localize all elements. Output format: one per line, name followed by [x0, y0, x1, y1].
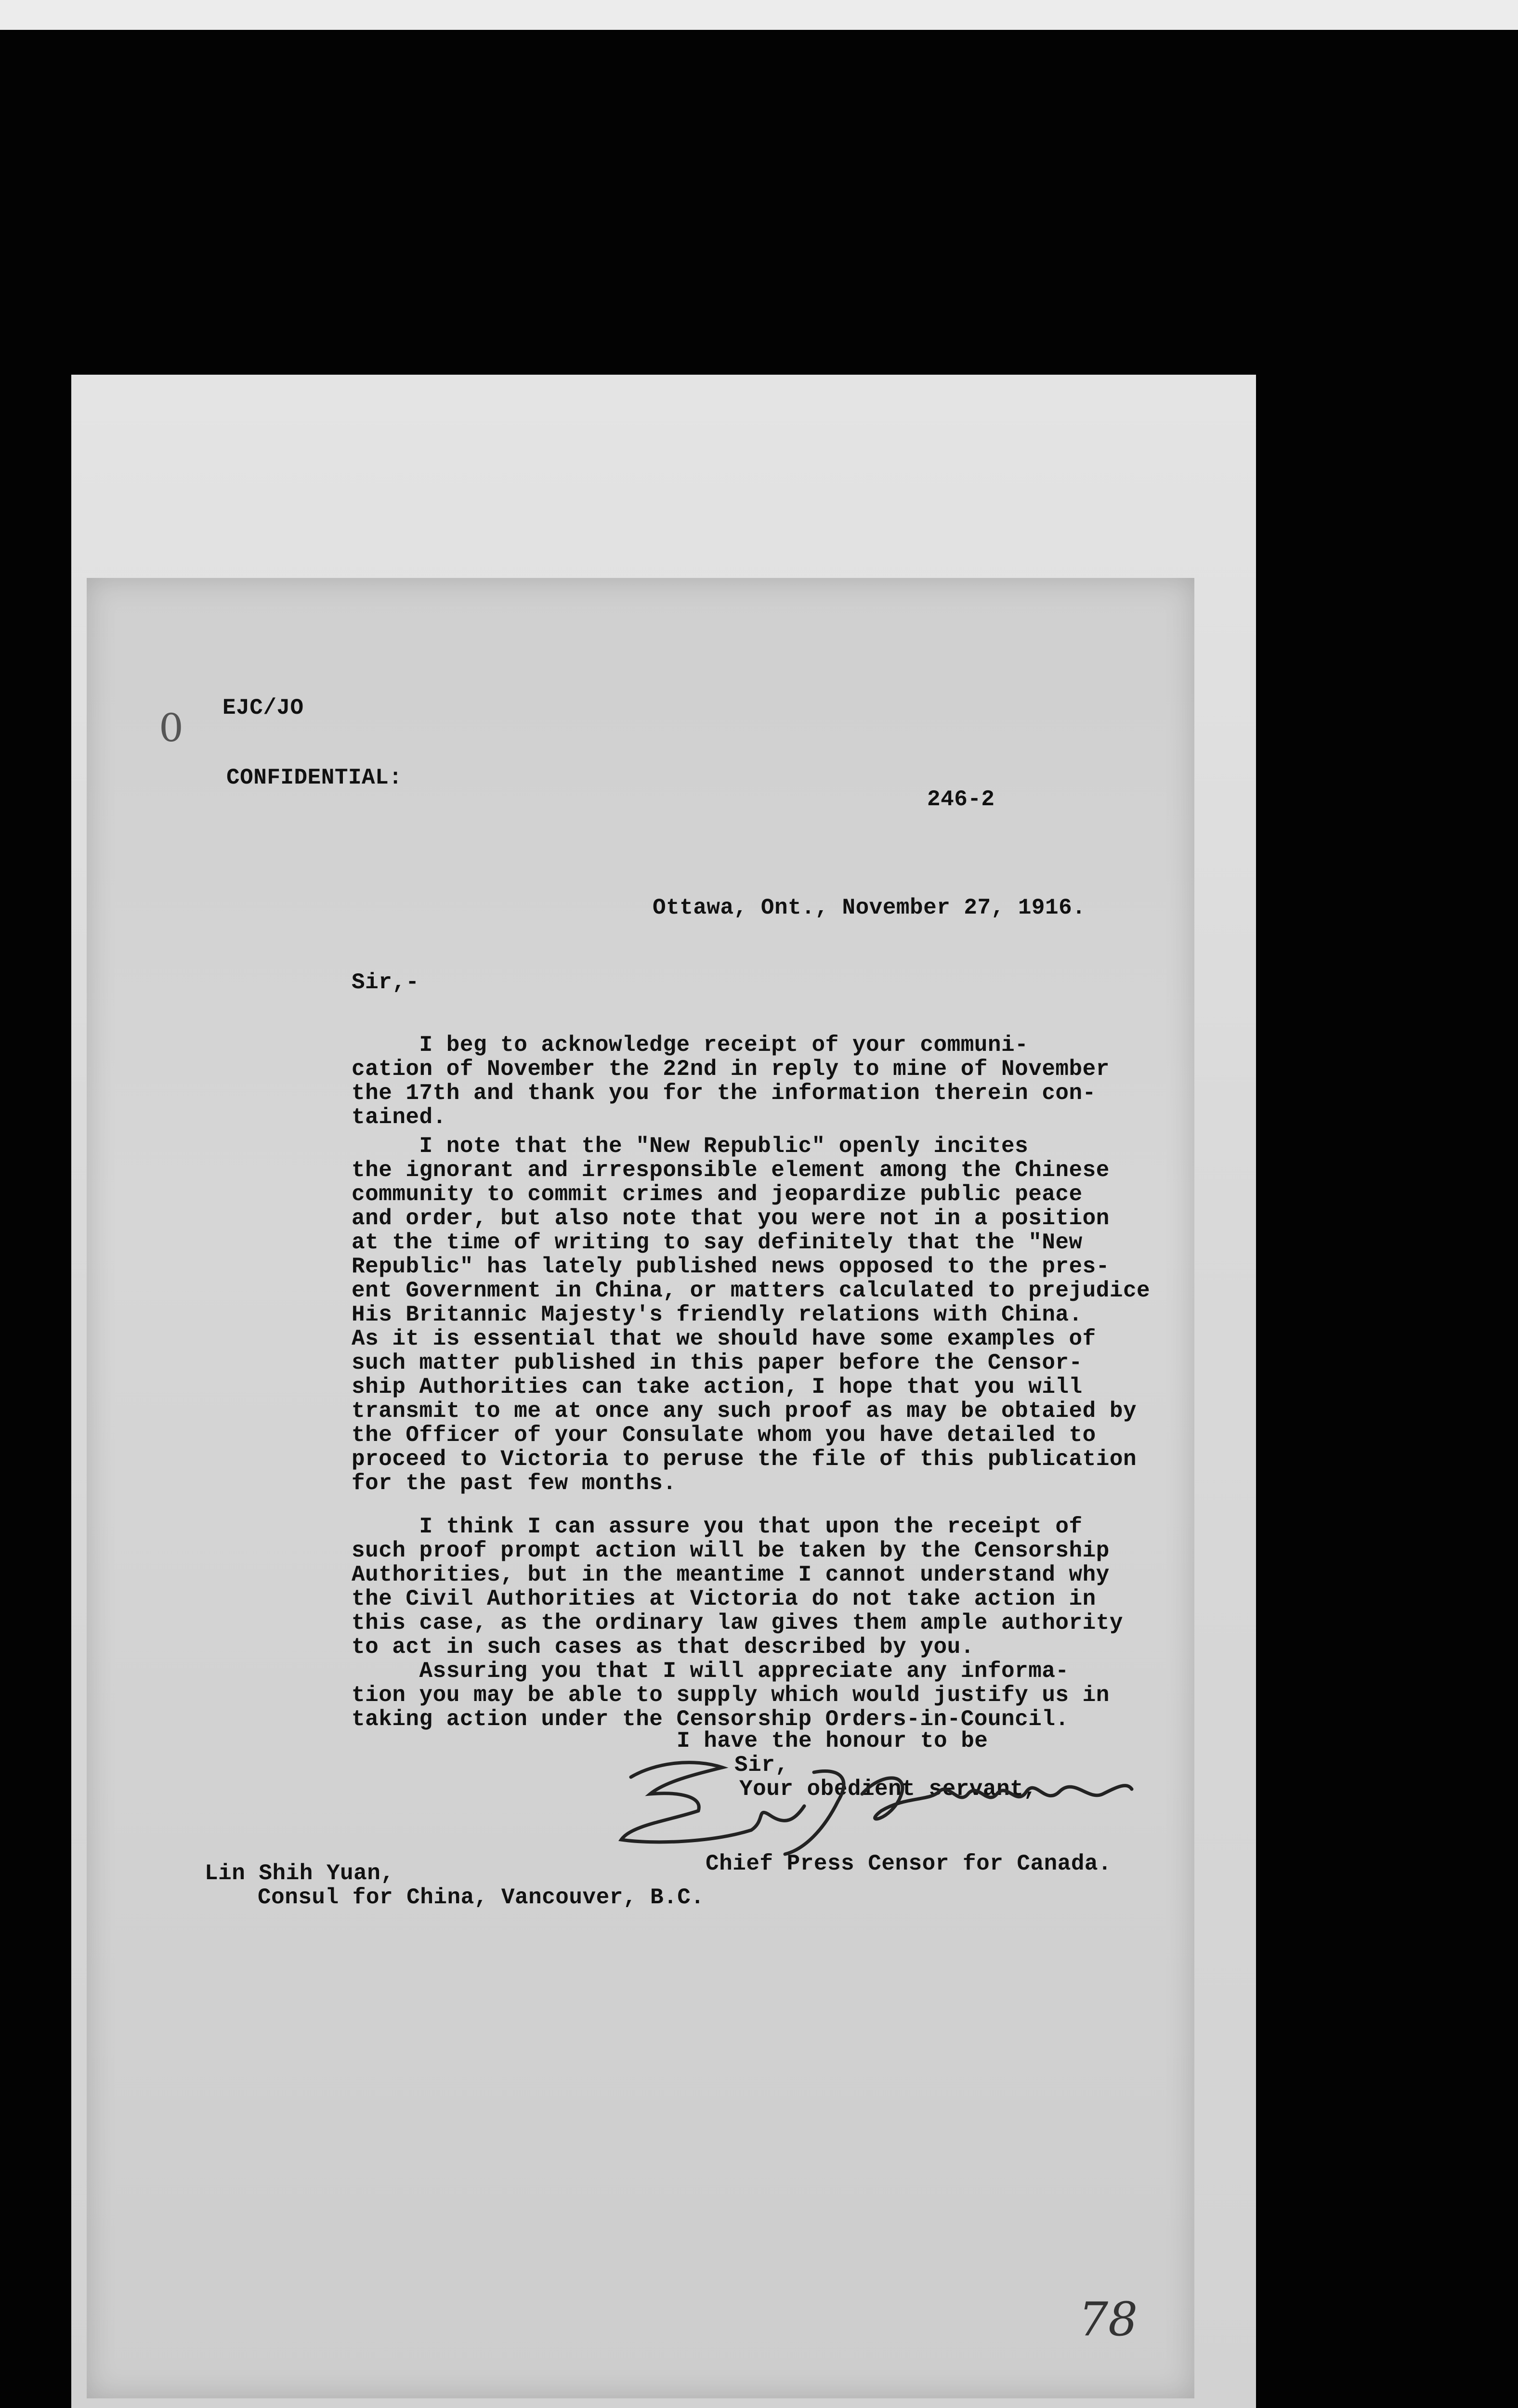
- body-line: cation of November the 22nd in reply to mine of November: [352, 1057, 1110, 1082]
- body-line: to act in such cases as that described by you.: [352, 1635, 974, 1660]
- salutation: Sir,-: [352, 970, 419, 995]
- body-line: I beg to acknowledge receipt of your communi-: [352, 1033, 1029, 1058]
- body-line: the Civil Authorities at Victoria do not take action in: [352, 1586, 1096, 1611]
- body-line: Assuring you that I will appreciate any informa-: [352, 1659, 1069, 1684]
- film-top-strip: [0, 0, 1518, 30]
- body-line: community to commit crimes and jeopardize public peace: [352, 1182, 1083, 1207]
- body-line: tion you may be able to supply which would justify us in: [352, 1683, 1110, 1708]
- body-line: the ignorant and irresponsible element among the Chinese: [352, 1158, 1110, 1183]
- hole-mark: 0: [159, 706, 183, 750]
- body-line: I think I can assure you that upon the receipt of: [352, 1514, 1083, 1539]
- closing-line-1: I have the honour to be: [677, 1728, 988, 1754]
- body-line: the 17th and thank you for the information therein con-: [352, 1081, 1096, 1106]
- place-date: Ottawa, Ont., November 27, 1916.: [653, 895, 1086, 920]
- body-line: transmit to me at once any such proof as may be obtaied by: [352, 1399, 1137, 1424]
- body-line: Republic" has lately published news opposed to the pres-: [352, 1254, 1110, 1279]
- classification: CONFIDENTIAL:: [226, 765, 403, 790]
- body-line: taking action under the Censorship Orders-in-Council.: [352, 1707, 1069, 1732]
- handwritten-signature: [612, 1748, 1137, 1864]
- body-line: His Britannic Majesty's friendly relations with China.: [352, 1302, 1083, 1327]
- body-line: such proof prompt action will be taken by the Censorship: [352, 1538, 1110, 1563]
- body-line: tained.: [352, 1105, 446, 1130]
- file-number: 246-2: [927, 787, 995, 812]
- body-line: I note that the "New Republic" openly incites: [352, 1134, 1029, 1159]
- closing-line-3: Your obedient servant,: [739, 1777, 1037, 1802]
- letter-page: [87, 578, 1194, 2398]
- body-line: Authorities, but in the meantime I cannot understand why: [352, 1562, 1110, 1587]
- signatory-title: Chief Press Censor for Canada.: [706, 1851, 1112, 1876]
- body-line: such matter published in this paper before the Censor-: [352, 1350, 1083, 1375]
- body-line: proceed to Victoria to peruse the file of this publication: [352, 1447, 1137, 1472]
- body-line: ship Authorities can take action, I hope that you will: [352, 1374, 1083, 1400]
- body-line: for the past few months.: [352, 1471, 677, 1496]
- body-line: at the time of writing to say definitely that the "New: [352, 1230, 1083, 1255]
- body-line: As it is essential that we should have some examples of: [352, 1326, 1096, 1351]
- recipient-name: Lin Shih Yuan,: [205, 1861, 394, 1886]
- closing-line-2: Sir,: [734, 1753, 789, 1778]
- body-line: ent Government in China, or matters calculated to prejudice: [352, 1278, 1151, 1303]
- folio-number: 78: [1079, 2292, 1138, 2346]
- body-line: this case, as the ordinary law gives them ample authority: [352, 1610, 1123, 1636]
- body-line: and order, but also note that you were not in a position: [352, 1206, 1110, 1231]
- body-line: the Officer of your Consulate whom you have detailed to: [352, 1423, 1096, 1448]
- reference-initials: EJC/JO: [222, 695, 304, 720]
- recipient-address: Consul for China, Vancouver, B.C.: [258, 1885, 705, 1910]
